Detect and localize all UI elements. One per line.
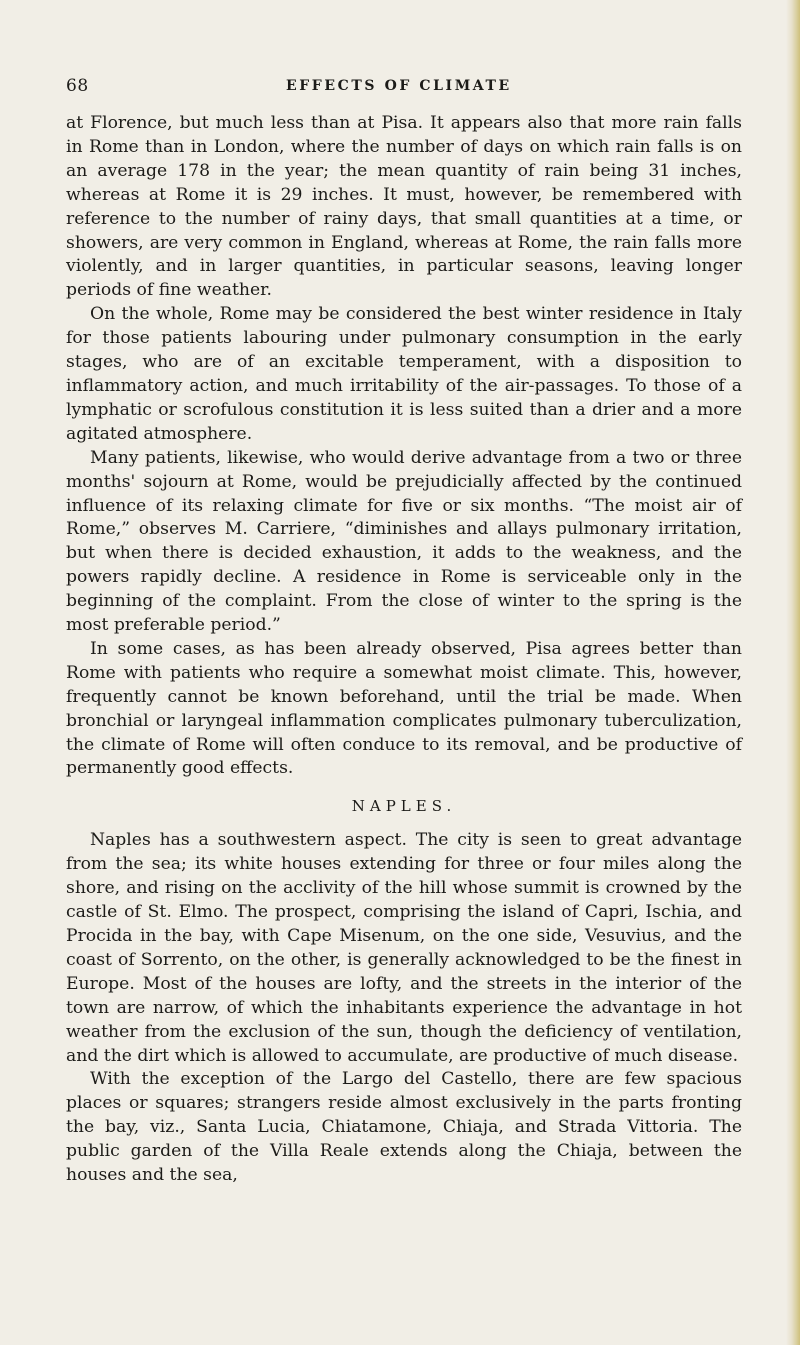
paragraph: With the exception of the Largo del Castello, there are few spacious places or squares; strangers reside almost exclusively in the parts fronting the bay, viz., Santa Lucia, Chiatamone, Chiaja, and Strada Vittoria. The public garden of the Villa Reale extends along the Chiaja, between the houses and the sea, — [66, 1069, 742, 1186]
running-head: EFFECTS OF CLIMATE — [286, 78, 512, 94]
paragraph: In some cases, as has been already observed, Pisa agrees better than Rome with patients who require a somewhat moist climate. This, however, frequently cannot be known beforehand, until the trial be made. When bronchial or laryngeal inflammation complicates pulmonary tuberculization, the climate of Rome will often conduce to its removal, and be productive of permanently good effects. — [66, 638, 742, 779]
page-number: 68 — [66, 76, 89, 96]
paragraph: Many patients, likewise, who would derive advantage from a two or three months' sojourn at Rome, would be prejudicially affected by the continued influence of its relaxing climate for five or six months. “The moist air of Rome,” observes M. Carriere, “diminishes and allays pulmonary irritation, but when there is decided exhaustion, it adds to the weakness, and the powers rapidly decline. A residence in Rome is serviceable only in the beginning of the complaint. From the close of winter to the spring is the most preferable period.” — [66, 447, 742, 636]
paragraph: at Florence, but much less than at Pisa. It appears also that more rain falls in Rome than in London, where the number of days on which rain falls is on an average 178 in the year; the mean quantity of rain being 31 inches, whereas at Rome it is 29 inches. It must, however, be remembered with reference to the number of rainy days, that small quantities at a time, or showers, are very common in England, whereas at Rome, the rain falls more violently, and in larger quantities, in particular seasons, leaving longer periods of fine weather. — [66, 113, 742, 301]
page-body — [66, 112, 742, 1188]
page-edge — [786, 0, 800, 1345]
paragraph: On the whole, Rome may be considered the best winter residence in Italy for those patients labouring under pulmonary consumption in the early stages, who are of an excitable temperament, with a disposition to inflammatory action, and much irritability of the air-passages. To those of a lymphatic or scrofulous constitution it is less suited than a drier and a more agitated atmosphere. — [66, 304, 742, 444]
paragraph: Naples has a southwestern aspect. The city is seen to great advantage from the sea; its white houses extending for three or four miles along the shore, and rising on the acclivity of the hill whose summit is crowned by the castle of St. Elmo. The prospect, comprising the island of Capri, Ischia, and Procida in the bay, with Cape Misenum, on the one side, Vesuvius, and the coast of Sorrento, on the other, is generally acknowledged to be the finest in Europe. Most of the houses are lofty, and the streets in the interior of the town are narrow, of which the inhabitants experience the advantage in hot weather from the exclusion of the sun, though the deficiency of ventilation, and the dirt which is allowed to accumulate, are productive of much disease. — [66, 830, 742, 1066]
page-header — [66, 76, 742, 98]
section-title: NAPLES. — [351, 797, 457, 816]
